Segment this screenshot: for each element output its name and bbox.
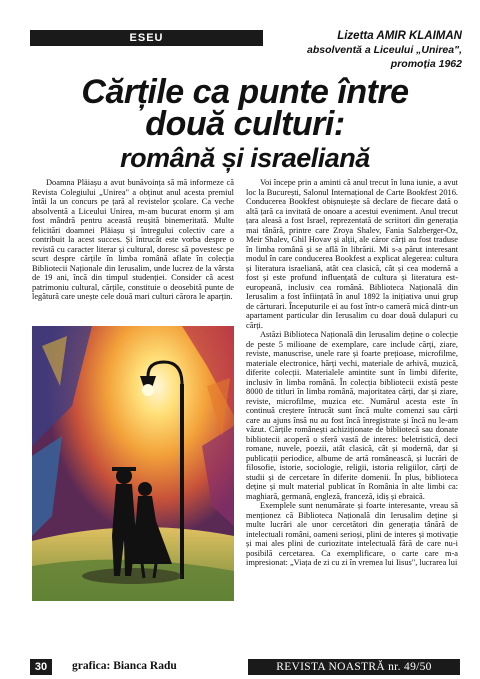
left-column — [32, 178, 234, 302]
paragraph: Astăzi Biblioteca Națională din Ierusalim deține o colecție de peste 5 milioane de exemplare, care include cărți, ziare, reviste, manuscrise, unele rare și foarte prețioase, microfilme, materiale electronice, hărți vechi, materiale de arhivă, muzică, diferite colecții. Materialele amintite sunt în limbi diferite, inclusiv în limba română. În colecția bibliotecii există peste 8000 de titluri în limba română, majoritatea cărți, dar și ziare, reviste, microfilme, muzica etc. Numărul acesta este în continuă creștere întrucât sunt încă multe comenzi sau cărți care au ajuns însă nu au fost încă înregistrate și încă nu le-am văzut. Cărțile românești achiziționate de bibliotecă sau donate bibliotecii acoperă o sferă vastă de interes: beletristică, deci romane, nuvele, poezii, atât clasică, cât și modernă, dar și publicații periodice, albume de artă românească, și lucrări de filosofie, istorie, sociologie, religii, istoria religiilor, cărți de studii și de cercetare în diferite domenii. În plus, biblioteca deține și mult material publicat în România în alte limbi ca: maghiară, germană, engleză, franceză, idiș și ebraică. — [246, 330, 458, 501]
paragraph: Doamna Pläiașu a avut bunăvoința să mă informeze că Revista Colegiului „Unirea" a obținut anul acesta premiul întâi la un concurs pe țară al revistelor școlare. Ca veche absolventă a Liceului Unirea, m-am bucurat enorm și am fost mândră pentru această reușită binemeritată. Multe felicitări doamnei Pläiașu și întregului colectiv care a contribuit la acest succes. Și întrucât este vorba despre o revistă cu caracter literar și cultural, doresc să povestesc pe scurt despre cărțile în limba română aflate în colecția Bibliotecii Naționale din Ierusalim, unde lucrez de la vârsta de 19 ani, încă din timpul studenției. Consider că acest patrimoniu cultural, cărțile, constituie o deosebită punte de legătură care unește cele două mari culturi cărora le aparțin. — [32, 178, 234, 301]
couple-under-lamp-painting-icon — [32, 326, 234, 601]
article-title-line2: două culturi: — [145, 105, 345, 143]
author-affiliation: absolventă a Liceului „Unirea", — [307, 44, 462, 56]
author-block — [252, 29, 462, 71]
painting-illustration — [32, 326, 234, 601]
author-class-year: promoția 1962 — [390, 58, 462, 70]
right-column — [246, 178, 458, 568]
section-label: ESEU — [30, 30, 263, 46]
author-name: Lizetta AMIR KLAIMAN — [337, 30, 462, 42]
article-title-line1: Cărțile ca punte între — [81, 73, 409, 111]
page-number: 30 — [30, 659, 52, 675]
paragraph: Exemplele sunt nenumărate și foarte interesante, vreau să menționez că Biblioteca Națională din Ierusalim deține și multe lucrări ale unor cercetători din generația tânără de intelectuali români, oameni serioși, plini de interes și motivație și mai ales plini de curiozitate intelectuală fără de care nu-i posibilă cercetarea. Ca exemplificare, o carte care m-a impresionat: „Viața de zi cu zi în vremea lui Iisus", lucrarea lui — [246, 501, 458, 567]
article-title-line3: română și israeliană — [120, 143, 370, 173]
magazine-issue-label: REVISTA NOASTRĂ nr. 49/50 — [248, 659, 460, 675]
illustration-credit: grafica: Bianca Radu — [72, 660, 177, 672]
paragraph: Voi începe prin a aminti că anul trecut în luna iunie, a avut loc la București, Salonul Internațional de Carte Bookfest 2016. Conducerea Bookfest obișnuiește să declare de fiecare dată o altă țară ca invitată de onoare a acestui eveniment. Anul trecut țara aleasă a fost Israel, reprezentată de scriitori din generația mai tânără, printre care Zroya Shalev, Fania Salzberger-Oz, Meir Shalev, Ghil Hovav și alții, ale căror cărți au fost traduse în limba română și se află în librării. Mi s-a părut interesant modul în care conducerea Bookfest a explicat alegerea: cultura și literatura israeliană, atât cea clasică, cât și cea modernă a fost și este profund influențată de cultura și literatura est-europeană, inclusiv cea română. Biblioteca Națională din Ierusalim a fost înființată în anul 1892 la inițiativa unui grup de cărturari. Începuturile ei au fost într-o cameră mică dintr-un apartament particular din Ierusalim cu doar două dulapuri cu cărți. — [246, 178, 458, 330]
